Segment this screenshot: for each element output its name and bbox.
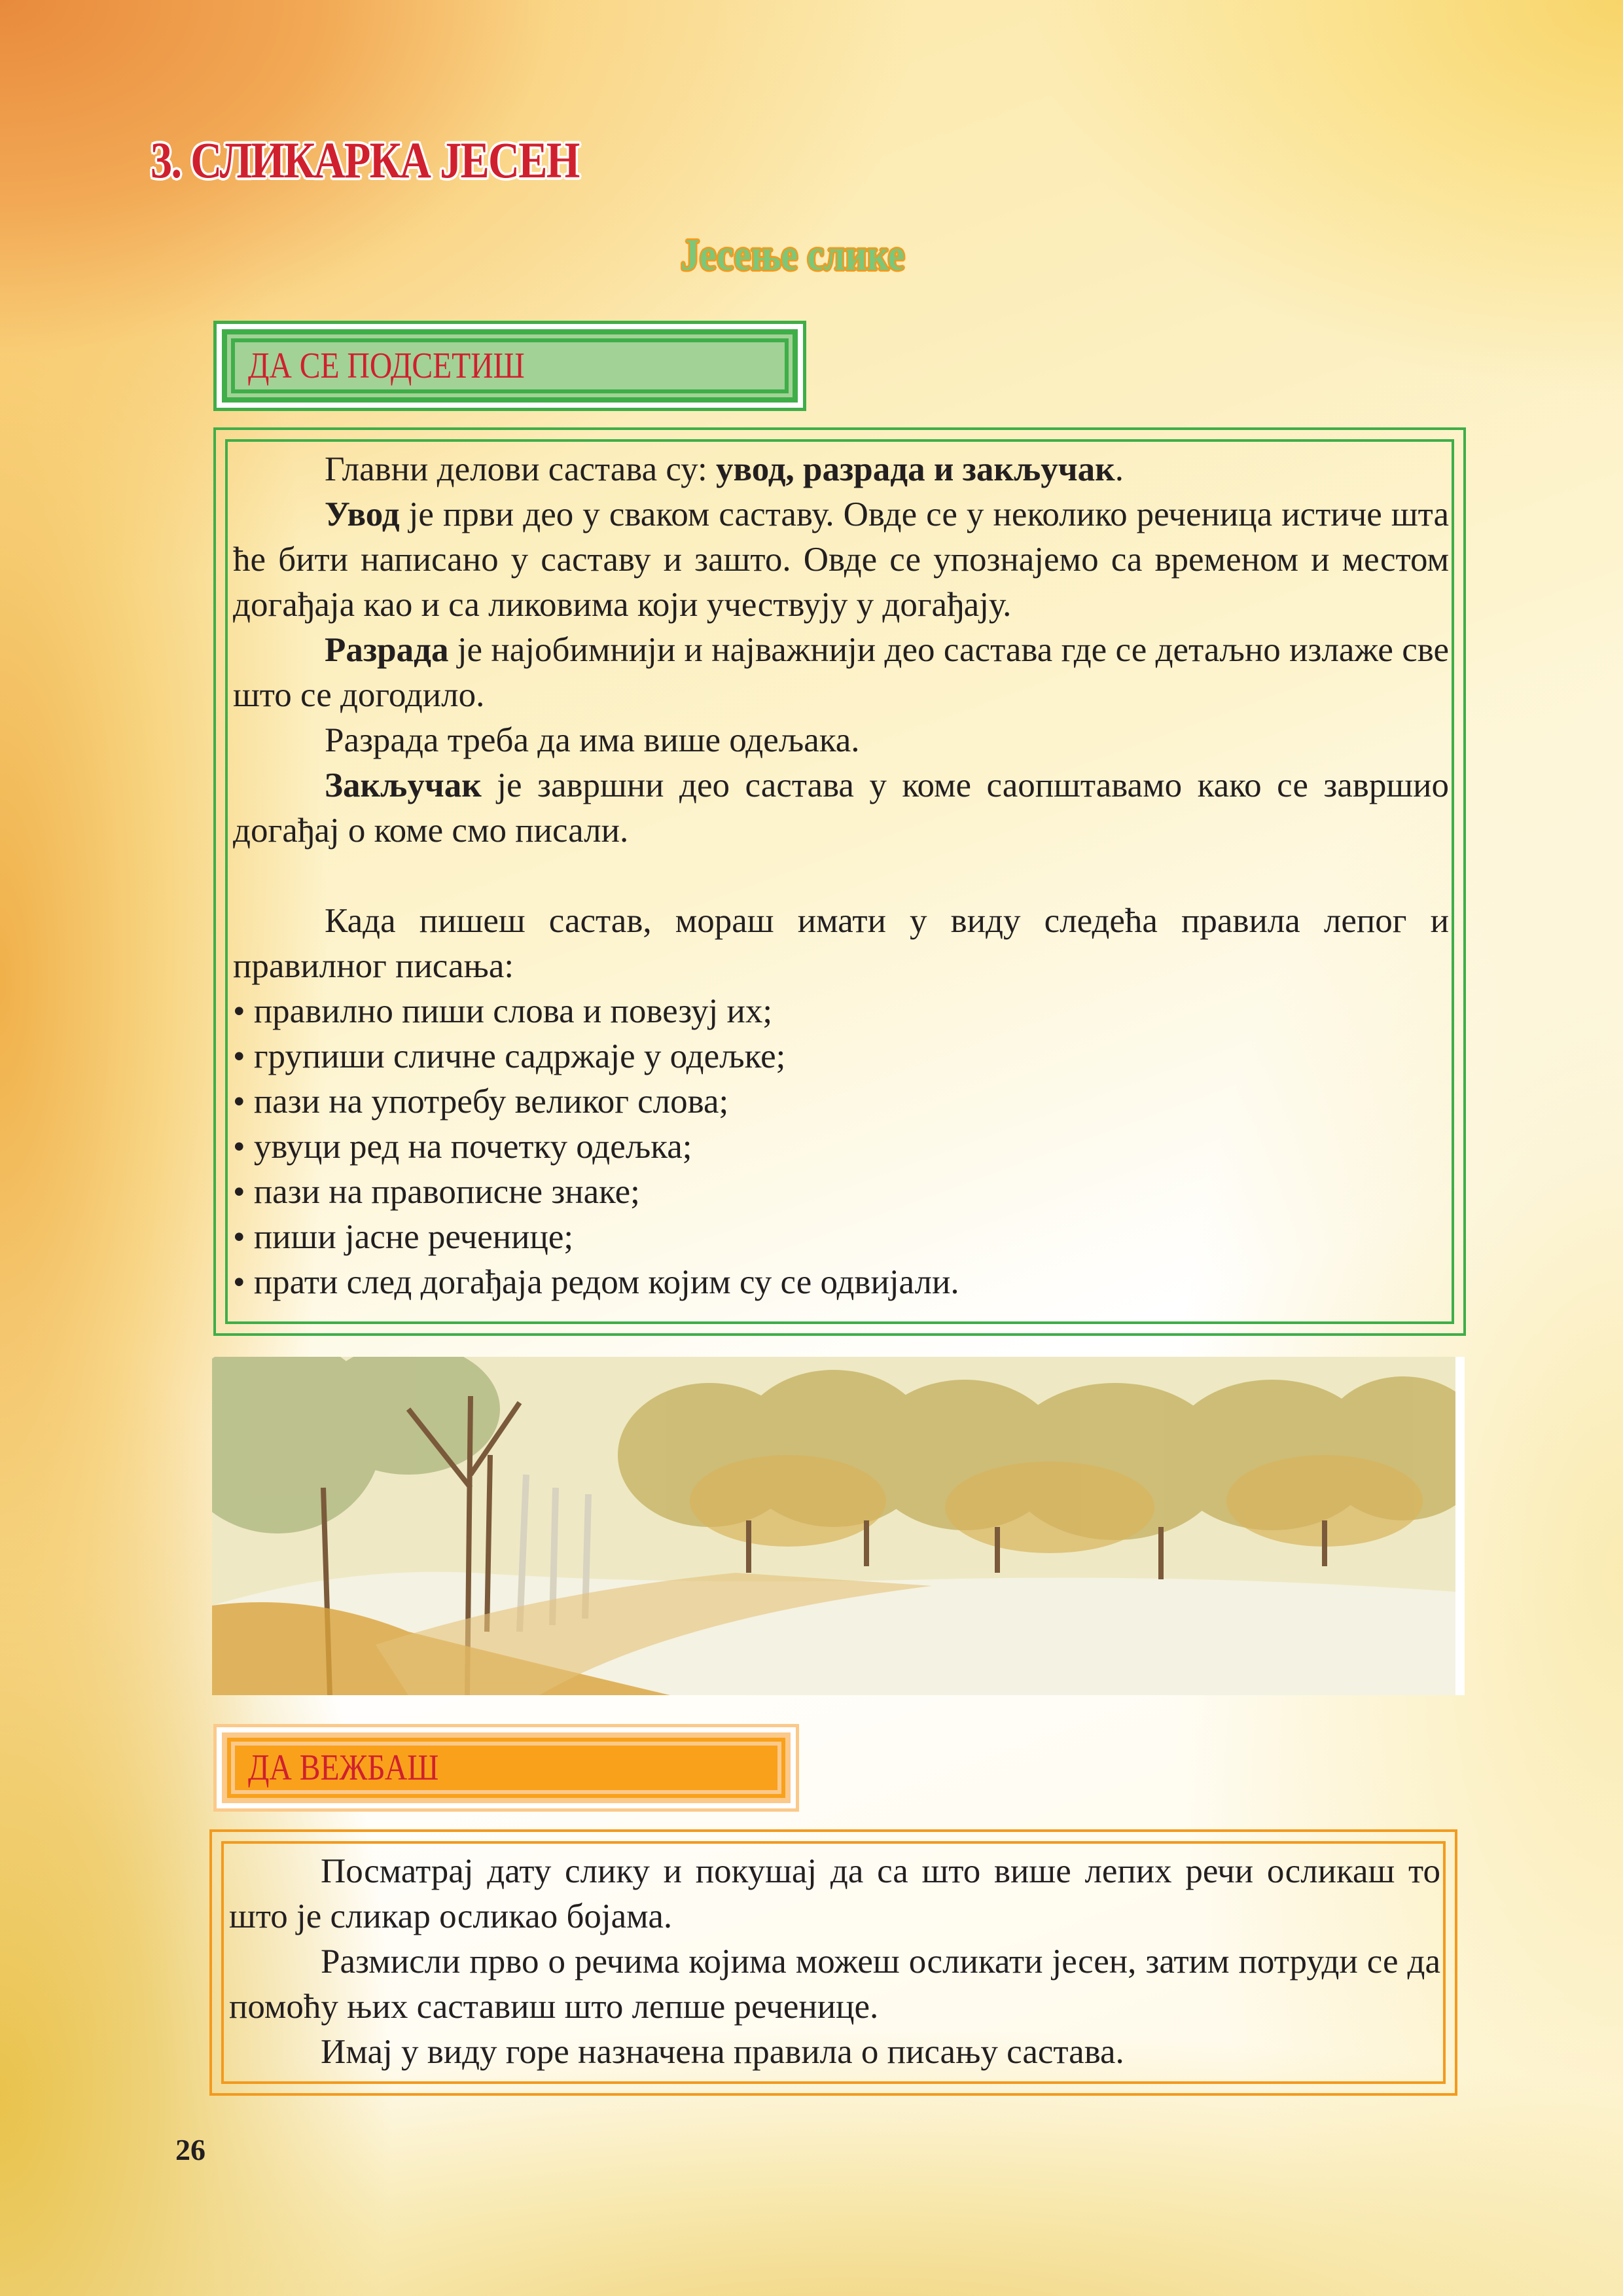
chapter-title: 3. СЛИКАРКА ЈЕСЕН	[151, 132, 579, 188]
practice-section-header	[213, 1724, 799, 1812]
rules-list	[233, 989, 1452, 1305]
list-item: • пази на употребу великог слова;	[233, 1079, 1452, 1124]
practice-label: ДА ВЕЖБАШ	[248, 1748, 439, 1788]
paragraph: Размисли прво о речима којима можеш осликати јесен, затим потруди се да помоћу њих саставиш што лепше реченице.	[229, 1943, 1440, 2026]
paragraph: Закључак је завршни део састава у коме саопштавамо како се завршио догађај о коме смо писали.	[233, 766, 1449, 850]
rules-intro: Када пишеш састав, мораш имати у виду следећа правила лепог и правилног писања:	[233, 902, 1449, 985]
list-item: • пази на правописне знаке;	[233, 1170, 1452, 1215]
list-item: • групиши сличне садржаје у одељке;	[233, 1034, 1452, 1079]
remember-label: ДА СЕ ПОДСЕТИШ	[248, 346, 525, 386]
paragraph: Разрада је најобимнији и најважнији део састава где се детаљно излаже све што се догодило.	[233, 631, 1449, 714]
paragraph: Увод је први део у сваком саставу. Овде се у неколико реченица истиче шта ће бити написано у саставу и зашто. Овде се упознајемо са временом и местом догађаја као и са ликовима који учествују у догађају.	[233, 495, 1449, 624]
paragraph: Главни делови састава су: увод, разрада и закључак.	[325, 450, 1124, 488]
page-number: 26	[175, 2133, 205, 2166]
painting-illustration	[212, 1357, 1465, 1695]
remember-box	[213, 427, 1466, 1336]
list-item: • увуци ред на почетку одељка;	[233, 1124, 1452, 1170]
paragraph: Разрада треба да има више одељака.	[325, 721, 860, 759]
list-item: • правилно пиши слова и повезуј их;	[233, 989, 1452, 1034]
remember-section-header	[213, 321, 806, 411]
paragraph: Посматрај дату слику и покушај да са што више лепих речи осликаш то што је сликар осликао бојама.	[229, 1852, 1440, 1935]
list-item: • прати след догађаја редом којим су се одвијали.	[233, 1260, 1452, 1305]
list-item: • пиши јасне реченице;	[233, 1215, 1452, 1260]
practice-box	[209, 1829, 1457, 2096]
autumn-trees-painting	[212, 1357, 1465, 1695]
paragraph: Имај у виду горе назначена правила о писању састава.	[321, 2033, 1124, 2071]
lesson-subtitle: Јесење слике	[681, 230, 905, 279]
